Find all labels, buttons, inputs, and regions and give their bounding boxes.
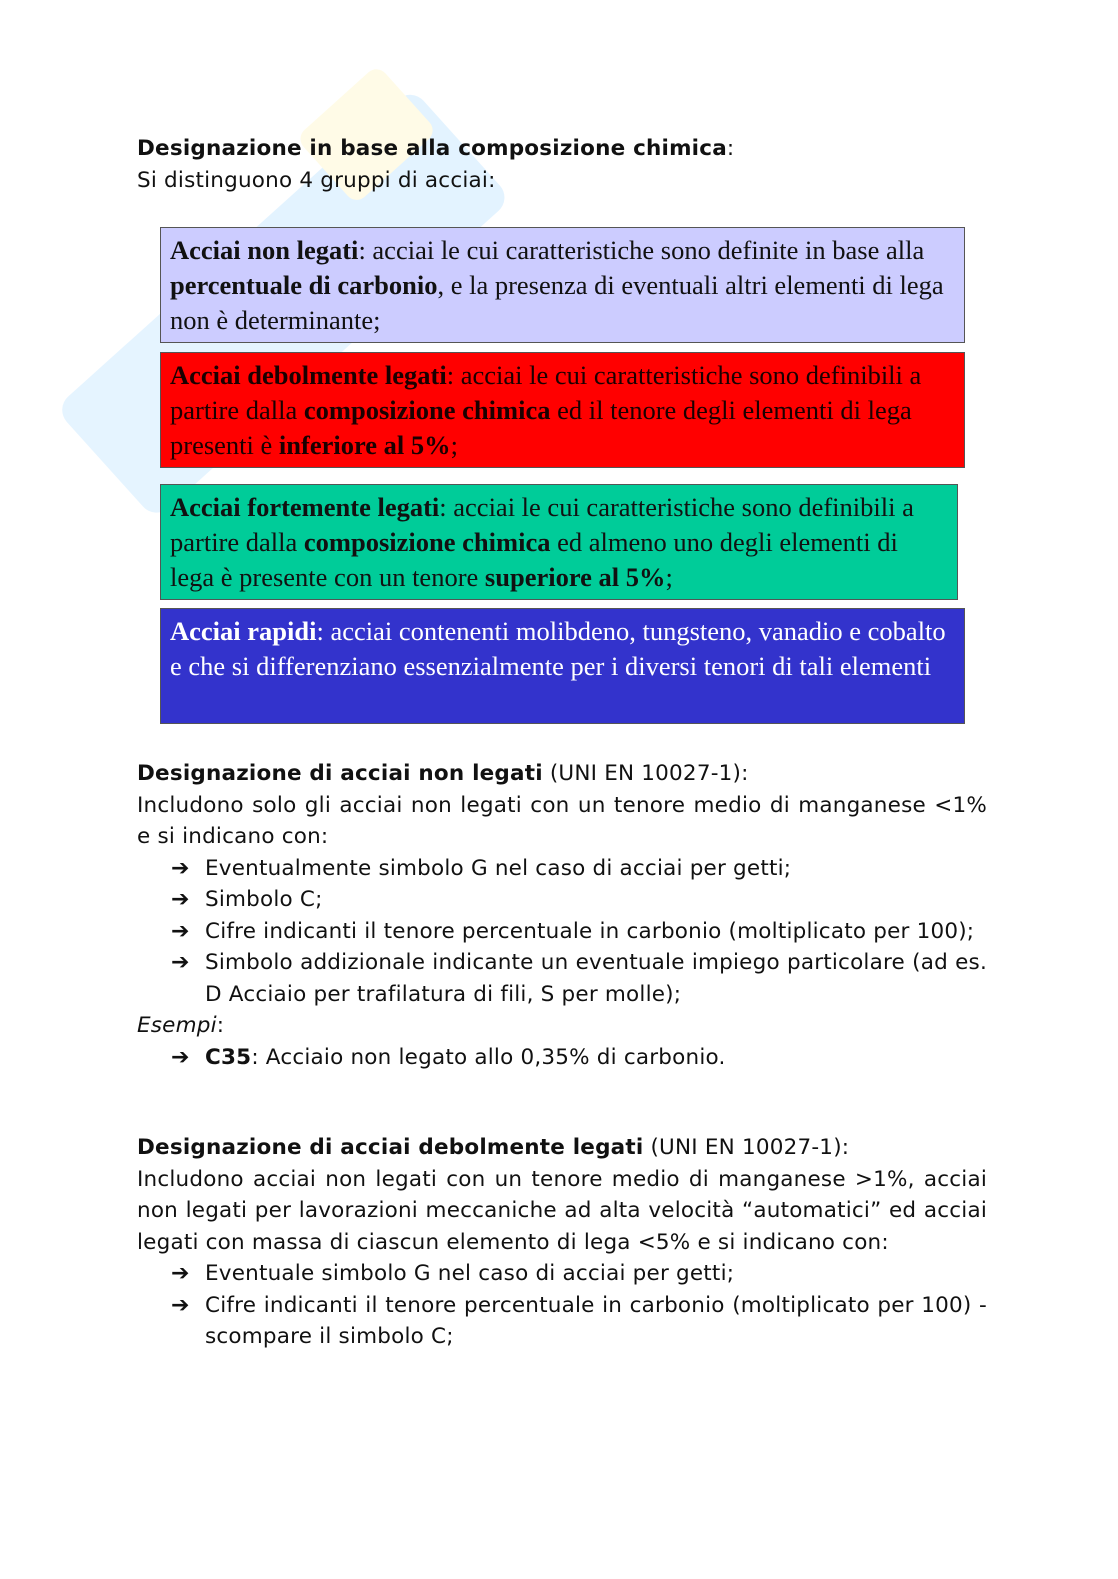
arrow-icon: ➔	[171, 918, 190, 944]
arrow-icon: ➔	[171, 1261, 190, 1286]
list-item	[137, 853, 987, 885]
list-item	[137, 1258, 987, 1290]
list-item-text: Simbolo addizionale indicante un eventuale impiego particolare (ad es. D Acciaio per trafilatura di fili, S per molle);	[205, 950, 987, 1007]
list-item	[137, 916, 987, 948]
list-item	[137, 884, 987, 916]
bullet-list	[137, 853, 987, 1011]
box-acciai-debolmente-legati	[160, 352, 965, 468]
section-intro: Includono acciai non legati con un tenore medio di manganese >1%, acciai non legati per lavorazioni meccaniche ad alta velocità “automatici” ed acciai legati con massa di ciascun elemento di lega <5% e si indicano con:	[137, 1166, 987, 1255]
box-text: : acciai le cui caratteristiche sono definibili a partire dalla	[170, 360, 922, 425]
box-text: ed almeno uno degli elementi di lega è presente con un tenore	[170, 527, 898, 592]
section-intro: Includono solo gli acciai non legati con un tenore medio di manganese <1% e si indicano con:	[137, 792, 987, 849]
arrow-icon: ➔	[171, 855, 190, 881]
box-text: : acciai le cui caratteristiche sono definite in base alla	[358, 235, 925, 265]
arrow-icon: ➔	[171, 1292, 190, 1318]
list-item-text: Cifre indicanti il tenore percentuale in carbonio (moltiplicato per 100);	[205, 918, 975, 944]
section-composizione	[137, 133, 987, 196]
box-bold-text: Acciai non legati	[170, 235, 359, 265]
arrow-icon: ➔	[171, 1044, 190, 1070]
list-item-text: Simbolo C;	[205, 887, 323, 912]
arrow-icon: ➔	[171, 950, 190, 975]
box-acciai-fortemente-legati	[160, 484, 958, 600]
box-bold-text: inferiore al 5%	[278, 430, 451, 460]
box-bold-text: Acciai rapidi	[170, 616, 317, 646]
list-item	[137, 947, 987, 1010]
list-item-text: Eventuale simbolo G nel caso di acciai per getti;	[205, 1261, 735, 1286]
list-item: ➔ C35: Acciaio non legato allo 0,35% di carbonio.	[137, 1042, 987, 1074]
box-bold-text: Acciai debolmente legati	[170, 360, 447, 390]
box-text: : acciai contenenti molibdeno, tungsteno, vanadio e cobalto e che si differenziano essenzialmente per i diversi tenori di tali elementi	[170, 616, 946, 681]
list-item-text: Eventualmente simbolo G nel caso di acciai per getti;	[205, 855, 792, 881]
section-heading: Designazione di acciai debolmente legati (UNI EN 10027-1):	[137, 1135, 850, 1160]
box-acciai-rapidi	[160, 608, 965, 724]
box-text: ;	[665, 562, 673, 592]
box-text: ed il tenore degli elementi di lega presenti è	[170, 395, 912, 460]
box-bold-text: composizione chimica	[303, 395, 551, 425]
box-text: , e la presenza di eventuali altri elementi di lega non è determinante;	[170, 270, 944, 335]
arrow-icon: ➔	[171, 887, 190, 912]
box-text: : acciai le cui caratteristiche sono definibili a partire dalla	[170, 492, 914, 557]
box-bold-text: superiore al 5%	[484, 562, 666, 592]
section-heading: Designazione in base alla composizione chimica:	[137, 136, 735, 161]
section-heading: Designazione di acciai non legati (UNI EN 10027-1):	[137, 761, 749, 786]
box-bold-text: Acciai fortemente legati	[170, 492, 440, 522]
section-non-legati	[137, 758, 987, 1073]
examples-list	[137, 1042, 987, 1074]
list-item	[137, 1290, 987, 1353]
list-item-text: Cifre indicanti il tenore percentuale in carbonio (moltiplicato per 100) - scompare il simbolo C;	[205, 1292, 987, 1349]
box-bold-text: composizione chimica	[303, 527, 551, 557]
box-bold-text: percentuale di carbonio	[170, 270, 438, 300]
bullet-list	[137, 1258, 987, 1353]
section-intro: Si distinguono 4 gruppi di acciai:	[137, 167, 496, 193]
box-text: ;	[450, 430, 459, 460]
examples-label: Esempi:	[137, 1013, 225, 1038]
box-acciai-non-legati	[160, 227, 965, 343]
section-debolmente-legati	[137, 1132, 987, 1353]
